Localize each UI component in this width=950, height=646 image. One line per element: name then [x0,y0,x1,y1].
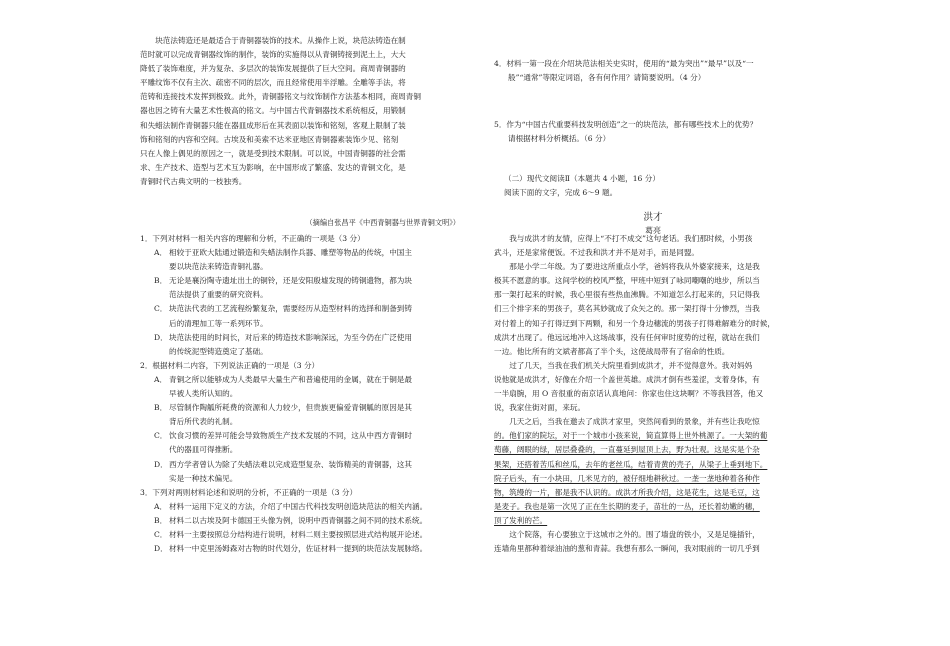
passage-line: 饰和铭刻的内容和空间。古埃及和美索不达米亚地区青铜器素装饰少见、铭刻 [140,134,399,144]
passage-line: 只在人像上偶见的原因之一，就是受到技术限制。可以说，中国青铜器的社会需 [140,148,406,158]
question-option [154,331,460,359]
story-line [494,401,812,415]
question-option [154,542,460,556]
option-key: C． [154,529,168,539]
question-option [154,458,460,486]
story-line-text: 果架，还搭着苦瓜和丝瓜，去年的老丝瓜，结着青黄的壳子，从梁子上垂到地下。 [494,459,768,469]
option-key: A． [154,248,168,258]
option-key: B． [154,515,168,525]
story-line [494,317,812,331]
story-line-text: 过了几天，当我在我们机关大院里看到成洪才，并不觉得意外。我对妈妈 [509,360,753,370]
question-option [154,373,460,401]
story-line-text: 成洪才出现了。他远远地冲入这场战事，没有任何审时度势的过程，就站在我们 [494,332,760,342]
story-line-text: 这个院落，有心要独立于这城市之外的。围了墙盘的铁小，又是足缝插针， [509,529,760,539]
question-option [154,274,460,302]
material-passage [140,34,460,189]
question-line: 5．作为“中国古代重要科技发明创造”之一的块范法，都有哪些技术上的优势？ [494,120,758,129]
story-line [494,458,812,472]
story-title: 洪才 [643,211,663,223]
story-line-text: 的。他们家的院坛，对于一个城市小孩来说，简直算得上世外桃源了。一大架的葡 [494,431,768,441]
story-line [494,528,812,542]
option-text-line: 要以块范法来铸造青铜礼器。 [169,262,268,272]
question-stem: 2．根据材料二内容，下列说法正确的一项是（3 分） [140,360,320,370]
story-line [494,472,812,486]
story-line-text: 对付着上的知子打得迂到下两颗，和另一个身边穗流的男孩子打得难解难分的时候， [494,318,775,328]
option-text-line: 无论是襄汾陶寺遗址出土的铜铃，还是安阳殷墟发现的铸铜遗物，都为块 [169,276,412,286]
story-body [494,232,812,556]
question-option [154,302,460,330]
passage-line: 器也因之铸有大量艺术性极高的铭文。与中国古代青铜器技术系统相反，用锻制 [140,106,406,116]
passage-source: （摘编自张昌平《中西青铜器与世界青铜文明》） [305,218,460,227]
option-text-line: 材料二以古埃及阿卡德国王头像为例，说明中西青铜器之间不同的技术系统。 [169,515,428,525]
question-line: 请根据材料分析概括。（6 分） [508,134,611,144]
option-text-line: 西方学者曾认为除了失蜡法难以完成造型复杂、装饰精美的青铜器，这其 [169,459,412,469]
option-key: A． [154,501,168,511]
story-line [494,415,812,429]
reading-instruction: 阅读下面的文字，完成 6～9 题。 [504,188,618,197]
passage-line: 平雕纹饰不仅有主次、疏密不同的层次，而且经常使用半浮雕。全雕等手法，将 [140,78,406,88]
passage-line: 青铜时代古典文明的一枝独秀。 [140,176,247,186]
option-text-line: 饮食习惯的差异可能会导致物质生产技术发展的不同，这从中西方青铜时 [169,431,412,441]
story-line [494,500,812,514]
question-line: 般”“通常”等限定词语，各有何作用？请简要说明。（4 分） [508,73,706,83]
story-line-text: 武斗，还是家常便饭。不过我和洪才并不是对手，而是同盟。 [494,248,700,258]
story-author: 葛亮 [645,226,661,235]
passage-line: 求、生产技术、造型与艺术互为影响，在中国形成了繁盛、发达的青铜文化，是 [140,162,406,172]
story-line-text: 物，筑缦的一片，都是我不认识的。成洪才所我介绍，这是花生，这是毛豆，这 [494,487,760,497]
option-key: C． [154,304,168,314]
story-line [494,331,812,345]
story-line [494,542,812,556]
question-option [154,401,460,429]
question-line: 4．材料一第一段在介绍块范法相关史实时，使用的“最为突出”“最早”以及“一 [494,59,754,68]
story-line-text: 们三个排字来的男孩子，莫名其妙就成了众矢之的。那一架打得十分惨烈，当我 [494,304,760,314]
passage-line: 块范法铸造还是最适合于青铜器装饰的技术。从操作上说，块范法铸造在制 [155,36,406,45]
passage-line: 降低了装饰难度，并为复杂、多层次的装饰发展提供了巨大空间。商周青铜器的 [140,64,406,74]
question-option [154,528,460,542]
option-key: D． [154,332,168,342]
option-text-line: 块范法使用的时间长，对后来的铸造技术影响深远，为至今仍在广泛使用 [169,332,412,342]
story-line-text: 那一架打起来的时候，我心里很有些热血沸腾。不知道怎么打起来的，只记得我 [494,290,760,300]
option-text-line: 范法提供了重要的研究资料。 [169,290,268,300]
option-text-line: 实是一种技术偏见。 [169,473,238,483]
story-line-text: 几天之后，当我在邀去了成洪才家里，突然间看到的景象，并有些让我吃惊 [509,417,760,427]
story-line [494,359,812,373]
question-stem: 1．下列对材料一相关内容的理解和分析，不正确的一项是（3 分） [140,234,365,243]
question-stem: 3．下列对两则材料论述和说明的分析，不正确的一项是（3 分） [140,487,358,497]
story-line [494,387,812,401]
story-line [494,302,812,316]
option-text-line: 的传统泥型铸造奠定了基础。 [169,346,268,356]
option-text-line: 代的器皿可得推断。 [169,445,238,455]
story-line-text: 极其不愿意的事。这间学校的校风严整，甲班中短到了咏同嘲嘲的地步，所以当 [494,276,760,286]
question-4 [494,57,812,85]
passage-line: 范时就可以完成青铜器纹饰的制作，装饰的实施得以从青铜铸接到泥土上，大大 [140,50,406,60]
story-line [494,288,812,302]
story-line-text: 那是小学二年级。为了要进这所重点小学，爸妈将我从外婆家接来，这是我 [509,262,760,272]
option-text-line: 块范法代表的工艺流程纷繁复杂，需要经历从造型材料的选择和制备到铸 [169,304,412,314]
question-option [154,514,460,528]
option-text-line: 材料一运用下定义的方法，介绍了中国古代科技发明创造块范法的相关内涵。 [169,501,428,511]
questions-block [140,232,460,556]
story-line-text: 萄藤，阔眼的绿，居层叠叠的，一直蔓延到屋顶上去，野为壮观。这是实是个杂 [494,445,760,455]
option-text-line: 材料一中克里汤姆森对古物的时代划分，佐证材料一提到的块范法发展脉络。 [169,544,428,554]
story-line-text: 说他就是成洪才，好像在介绍一个盖世英雄。成洪才倒有些羞涩，支着身体，有 [494,374,760,384]
option-text-line: 青铜之所以能够成为人类最早大量生产和普遍使用的金属，就在于铜是最 [169,374,412,384]
story-line-text: 一半扇腕，用 O 音很重的南京话认真地问：你家也住这块啊？不等我回答，他又 [494,389,764,399]
option-text-line: 材料一主要按照总分结构进行说明，材料二则主要按照层进式结构展开论述。 [169,529,428,539]
passage-line: 和失蜡法制作青铜器只能在器皿成形后在其表面以装饰和铭刻，客观上限制了装 [140,120,406,130]
question-option [154,429,460,457]
option-text-line: 后的清理加工等一系列环节。 [169,318,268,328]
question-option [154,246,460,274]
story-line [494,429,812,443]
option-key: B． [154,276,168,286]
story-line [494,260,812,274]
option-text-line: 背后所代表的礼制。 [169,417,238,427]
story-line-text: 说，我家住街对面，来玩。 [494,403,586,413]
option-key: D． [154,544,168,554]
story-line-text: 连墙角里都种着绿油油的葱和青蒜。我想有那么一瞬间，我对眼前的一切几乎到 [494,544,760,554]
story-line-text: 顶了发利的芒。 [494,515,548,525]
story-line [494,373,812,387]
story-line-text: 院子后头，有一小块田，几米见方的，被仔细地耕秋过。一垄一垄地种着各种作 [494,473,760,483]
story-line [494,274,812,288]
story-line [494,514,812,528]
option-key: C． [154,431,168,441]
option-text-line: 相较于亚欧大陆通过锻造和失蜡法制作兵器、雕塑等物品的传统，中国主 [169,248,412,258]
story-line [494,232,812,246]
passage-line: 范铸和连接技术发挥到极致。此外，青铜器铭文与纹饰制作方法基本相同，商周青铜 [140,92,421,102]
question-5 [494,118,812,146]
section-heading: （二）现代文阅读Ⅱ（本题共 4 小题，16 分） [504,174,660,183]
option-text-line: 尽管制作陶觚所耗费的资源和人力较少，但贵族更偏爱青铜觚的原因是其 [169,403,412,413]
story-line [494,345,812,359]
option-key: D． [154,459,168,469]
question-option [154,500,460,514]
story-line [494,486,812,500]
story-line [494,246,812,260]
story-line-text: 是麦子。我也是第一次见了正在生长期的麦子，苗壮的一丛，还长着幼嫩的穗， [494,501,760,511]
option-text-line: 早被人类所认知的。 [169,389,238,399]
option-key: A． [154,374,168,384]
story-line-text: 一边。他比所有的文斌者都高了半个头，这使战局带有了宿命的性质。 [494,346,730,356]
option-key: B． [154,403,168,413]
story-line-text: 我与成洪才的友情，应得上“不打不成交”这句老话。我们那时候，小男孩 [509,234,753,243]
story-line [494,443,812,457]
